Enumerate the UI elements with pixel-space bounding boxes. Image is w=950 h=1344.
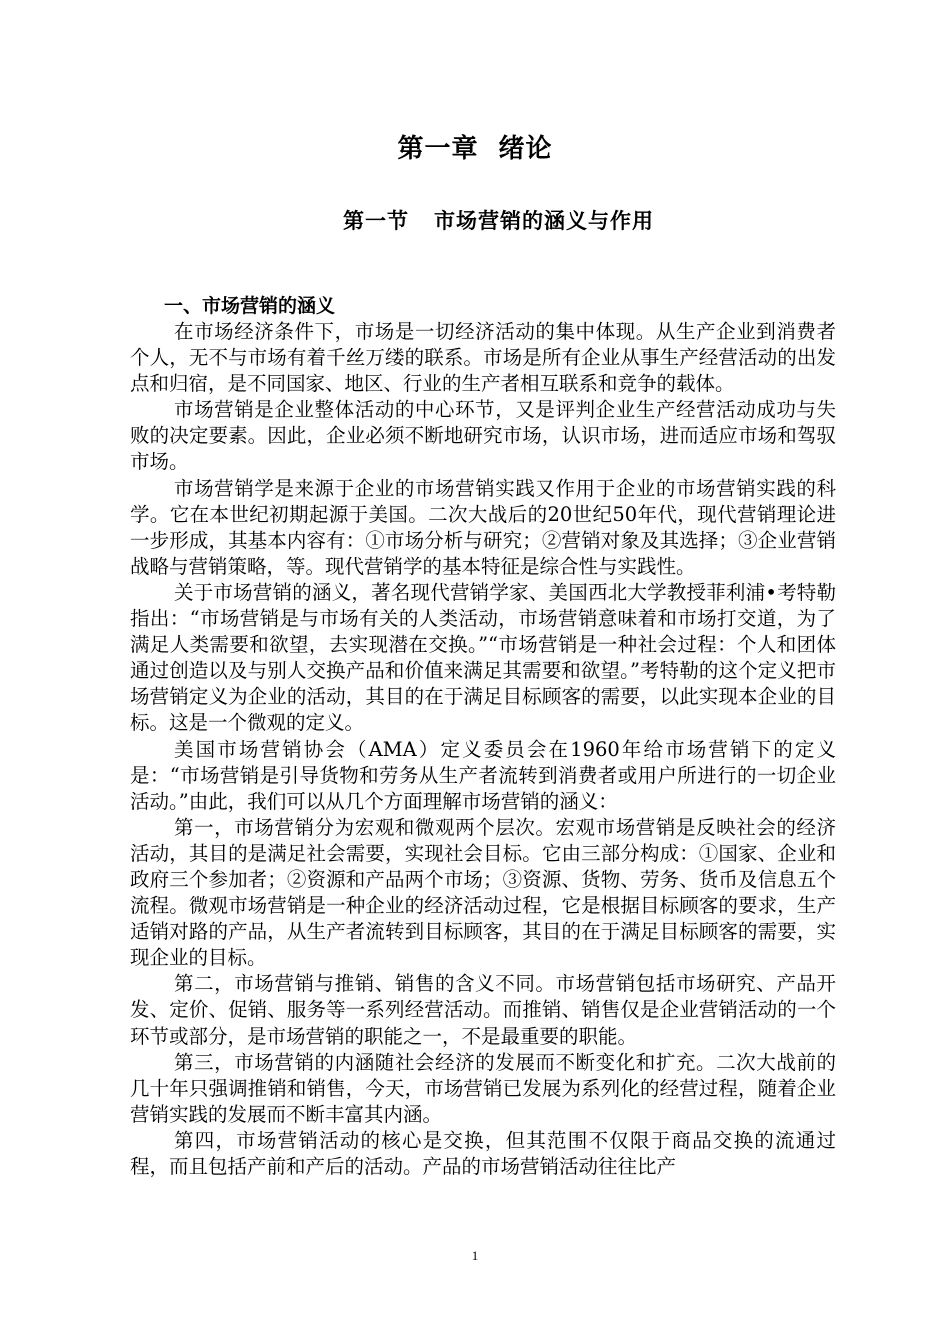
paragraph: 市场营销学是来源于企业的市场营销实践又作用于企业的市场营销实践的科学。它在本世纪初期起源于美国。二次大战后的20世纪50年代，现代营销理论进一步形成，其基本内容有：①市场分析与研究；②营销对象及其选择；③企业营销战略与营销策略，等。现代营销学的基本特征是综合性与实践性。 bbox=[130, 476, 836, 578]
paragraph: 在市场经济条件下，市场是一切经济活动的集中体现。从生产企业到消费者个人，无不与市场有着千丝万缕的联系。市场是所有企业从事生产经营活动的出发点和归宿，是不同国家、地区、行业的生产者相互联系和竞争的载体。 bbox=[130, 320, 836, 396]
section-title: 第一节 市场营销的涵义与作用 bbox=[343, 209, 654, 233]
paragraph: 关于市场营销的涵义，著名现代营销学家、美国西北大学教授菲利浦•考特勒指出：“市场营销是与市场有关的人类活动，市场营销意味着和市场打交道，为了满足人类需要和欲望，去实现潜在交换。”“市场营销是一种社会过程：个人和团体通过创造以及与别人交换产品和价值来满足其需要和欲望。”考特勒的这个定义把市场营销定义为企业的活动，其目的在于满足目标顾客的需要，以此实现本企业的目标。这是一个微观的定义。 bbox=[130, 580, 836, 735]
paragraph: 第四，市场营销活动的核心是交换，但其范围不仅限于商品交换的流通过程，而且包括产前和产后的活动。产品的市场营销活动往往比产 bbox=[130, 1128, 836, 1178]
chapter-title: 第一章 绪论 bbox=[397, 134, 553, 164]
subsection-heading: 一、市场营销的涵义 bbox=[164, 295, 336, 317]
paragraph: 市场营销是企业整体活动的中心环节，又是评判企业生产经营活动成功与失败的决定要素。因此，企业必须不断地研究市场，认识市场，进而适应市场和驾驭市场。 bbox=[130, 398, 836, 474]
paragraph: 第一，市场营销分为宏观和微观两个层次。宏观市场营销是反映社会的经济活动，其目的是满足社会需要，实现社会目标。它由三部分构成：①国家、企业和政府三个参加者；②资源和产品两个市场；③资源、货物、劳务、货币及信息五个流程。微观市场营销是一种企业的经济活动过程，它是根据目标顾客的要求，生产适销对路的产品，从生产者流转到目标顾客，其目的在于满足目标顾客的需要，实现企业的目标。 bbox=[130, 815, 836, 970]
page-number: 1 bbox=[471, 1248, 479, 1263]
paragraph: 第三，市场营销的内涵随社会经济的发展而不断变化和扩充。二次大战前的几十年只强调推销和销售，今天，市场营销已发展为系列化的经营过程，随着企业营销实践的发展而不断丰富其内涵。 bbox=[130, 1050, 836, 1126]
paragraph: 第二，市场营销与推销、销售的含义不同。市场营销包括市场研究、产品开发、定价、促销、服务等一系列经营活动。而推销、销售仅是企业营销活动的一个环节或部分，是市场营销的职能之一，不是最重要的职能。 bbox=[130, 972, 836, 1048]
body-text bbox=[130, 293, 836, 1180]
paragraph: 美国市场营销协会（AMA）定义委员会在1960年给市场营销下的定义是：“市场营销是引导货物和劳务从生产者流转到消费者或用户所进行的一切企业活动。”由此，我们可以从几个方面理解市场营销的涵义： bbox=[130, 737, 836, 813]
